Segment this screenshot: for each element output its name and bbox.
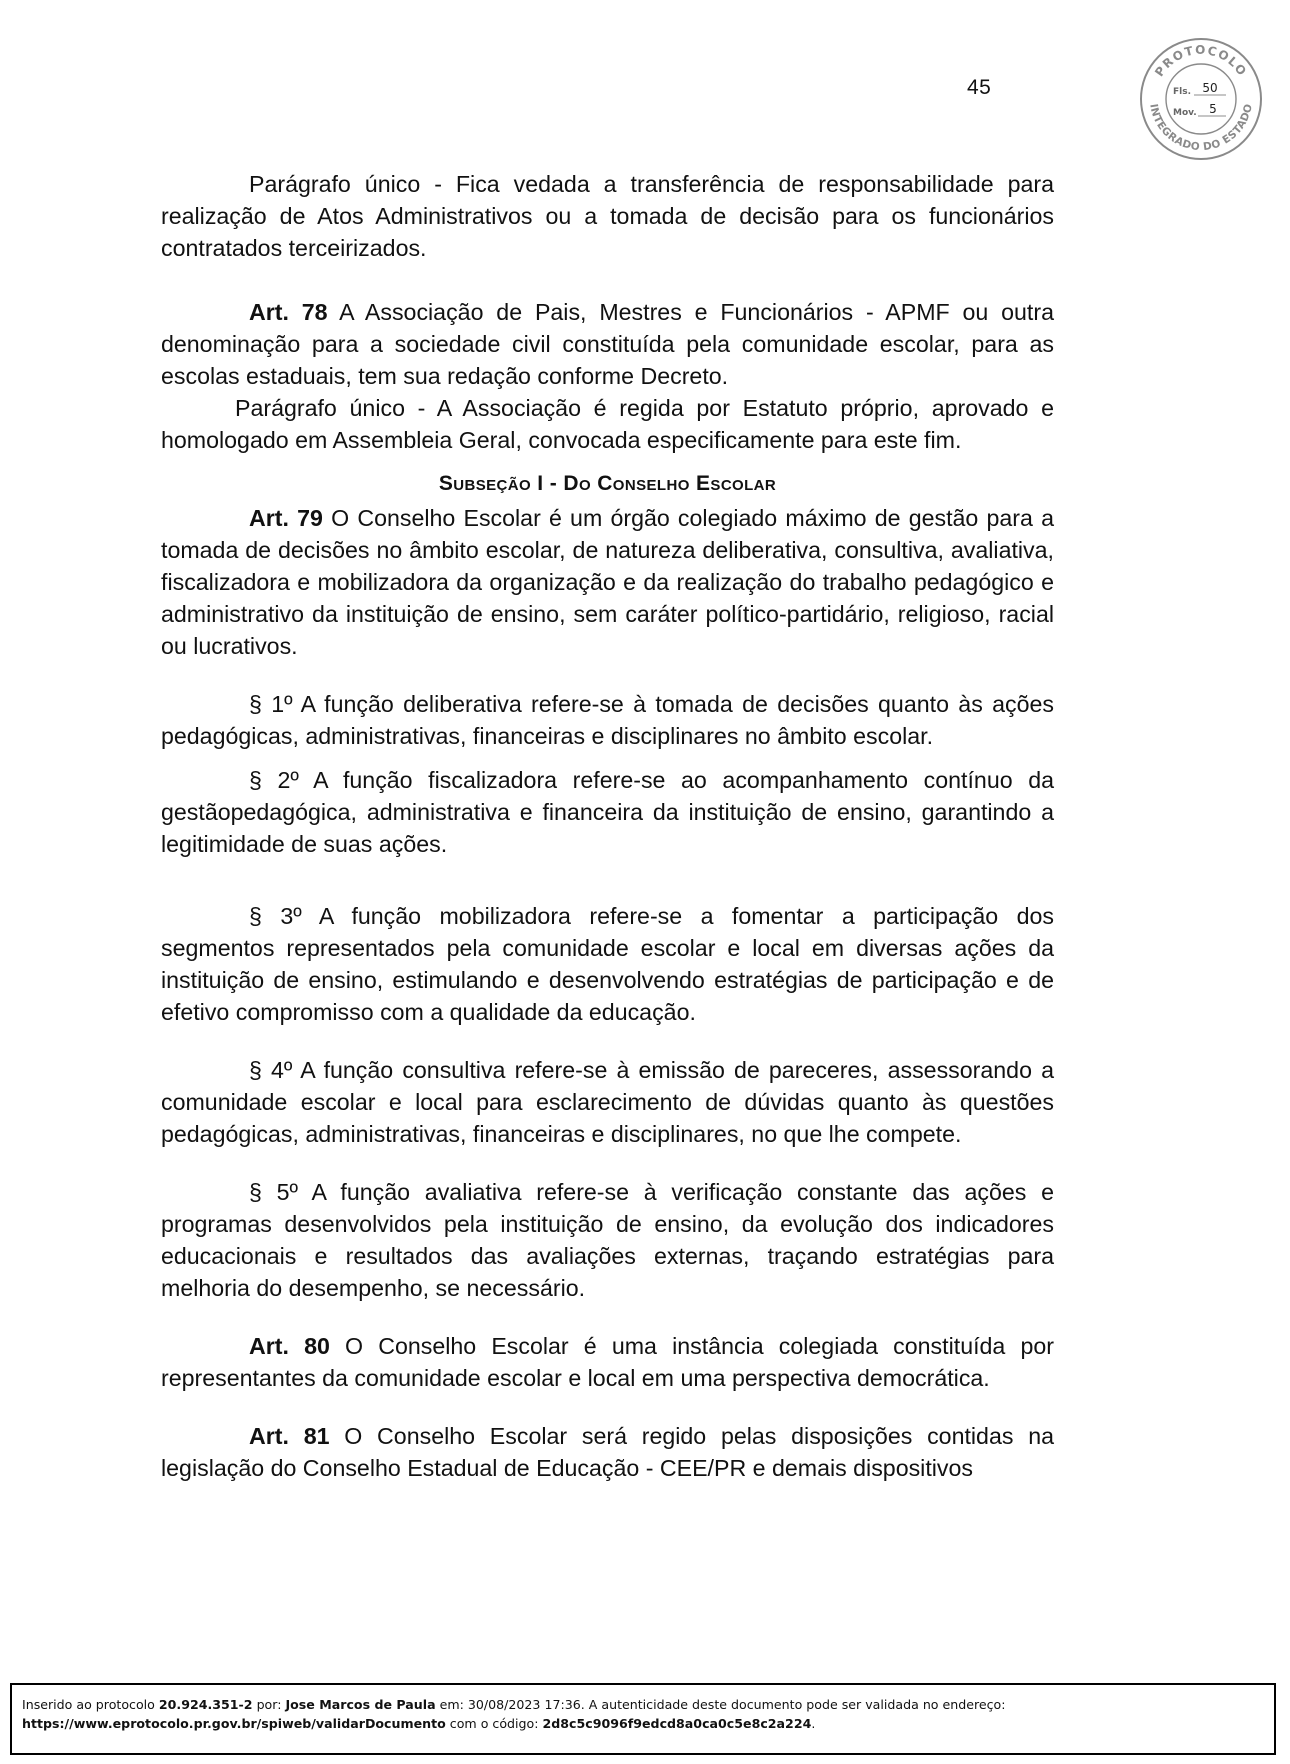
article-81-text: O Conselho Escolar será regido pelas disposições contidas na legislação do Conselho Estadual de Educação - CEE/PR e demais dispositivos: [161, 1423, 1054, 1481]
article-81: [161, 1420, 1054, 1484]
authenticity-footer: [10, 1683, 1276, 1755]
stamp-fls-value: 50: [1202, 81, 1218, 95]
footer-line-1: [22, 1695, 1274, 1714]
stamp-fls-label: Fls.: [1173, 87, 1192, 97]
validation-url[interactable]: https://www.eprotocolo.pr.gov.br/spiweb/validarDocumento: [22, 1716, 446, 1731]
validation-code: 2d8c5c9096f9edcd8a0ca0c5e8c2a224: [542, 1716, 812, 1731]
document-body: [161, 168, 1054, 1484]
protocol-stamp-seal: [1138, 36, 1264, 162]
paragraph-5: § 5º A função avaliativa refere-se à verificação constante das ações e programas desenvolvidos pela instituição de ensino, da evolução dos indicadores educacionais e resultados das avaliações externas, traçando estratégias para melhoria do desempenho, se necessário.: [161, 1179, 1054, 1301]
footer-text: em: 30/08/2023 17:36. A autenticidade deste documento pode ser validada no endereço:: [435, 1697, 1006, 1712]
article-78: [161, 296, 1054, 392]
protocol-stamp: [1138, 36, 1264, 162]
article-79: [161, 502, 1054, 662]
footer-text: Inserido ao protocolo: [22, 1697, 159, 1712]
article-79-text: O Conselho Escolar é um órgão colegiado máximo de gestão para a tomada de decisões no âmbito escolar, de natureza deliberativa, consultiva, avaliativa, fiscalizadora e mobilizadora da organização e da realização do trabalho pedagógico e administrativo da instituição de ensino, sem caráter político-partidário, religioso, racial ou lucrativos.: [161, 505, 1055, 659]
article-80-label: Art. 80: [249, 1333, 330, 1359]
article-78-label: Art. 78: [249, 299, 328, 325]
paragraph-2: § 2º A função fiscalizadora refere-se ao acompanhamento contínuo da gestãopedagógica, administrativa e financeira da instituição de ensino, garantindo a legitimidade de suas ações.: [161, 767, 1054, 857]
article-80-text: O Conselho Escolar é uma instância colegiada constituída por representantes da comunidade escolar e local em uma perspectiva democrática.: [161, 1333, 1054, 1391]
paragrafo-unico-associacao: Parágrafo único - A Associação é regida por Estatuto próprio, aprovado e homologado em Assembleia Geral, convocada especificamente para este fim.: [161, 395, 1054, 453]
footer-text: com o código:: [445, 1716, 543, 1731]
footer-protocol-number: 20.924.351-2: [158, 1697, 253, 1712]
paragraph-1: § 1º A função deliberativa refere-se à tomada de decisões quanto às ações pedagógicas, administrativas, financeiras e disciplinares no âmbito escolar.: [161, 691, 1054, 749]
paragraph-3: § 3º A função mobilizadora refere-se a fomentar a participação dos segmentos representados pela comunidade escolar e local em diversas ações da instituição de ensino, estimulando e desenvolvendo estratégias de participação e de efetivo compromisso com a qualidade da educação.: [161, 903, 1054, 1025]
footer-text: .: [811, 1716, 816, 1731]
subsection-title: Subseção I - Do Conselho Escolar: [438, 472, 777, 495]
paragraph-4: § 4º A função consultiva refere-se à emissão de pareceres, assessorando a comunidade escolar e local para esclarecimento de dúvidas quanto às questões pedagógicas, administrativas, financeiras e disciplinares, no que lhe compete.: [161, 1057, 1054, 1147]
article-80: [161, 1330, 1054, 1394]
stamp-ring-bottom: INTEGRADO DO ESTADO: [1147, 102, 1255, 154]
article-78-text: A Associação de Pais, Mestres e Funcionários - APMF ou outra denominação para a sociedade civil constituída pela comunidade escolar, para as escolas estaduais, tem sua redação conforme Decreto.: [161, 299, 1054, 389]
paragrafo-unico-terceirizados: Parágrafo único - Fica vedada a transferência de responsabilidade para realização de Atos Administrativos ou a tomada de decisão para os funcionários contratados terceirizados.: [161, 171, 1054, 261]
page-number: 45: [967, 76, 992, 99]
article-79-label: Art. 79: [249, 505, 323, 531]
footer-author: Jose Marcos de Paula: [285, 1697, 436, 1712]
stamp-mov-value: 5: [1209, 102, 1217, 116]
article-81-label: Art. 81: [249, 1423, 330, 1449]
footer-line-2: [22, 1714, 1274, 1733]
stamp-mov-label: Mov.: [1173, 108, 1197, 118]
svg-text:PROTOCOLO: [1152, 43, 1250, 79]
stamp-ring-top: PROTOCOLO: [1152, 42, 1250, 80]
footer-text: por:: [252, 1697, 286, 1712]
